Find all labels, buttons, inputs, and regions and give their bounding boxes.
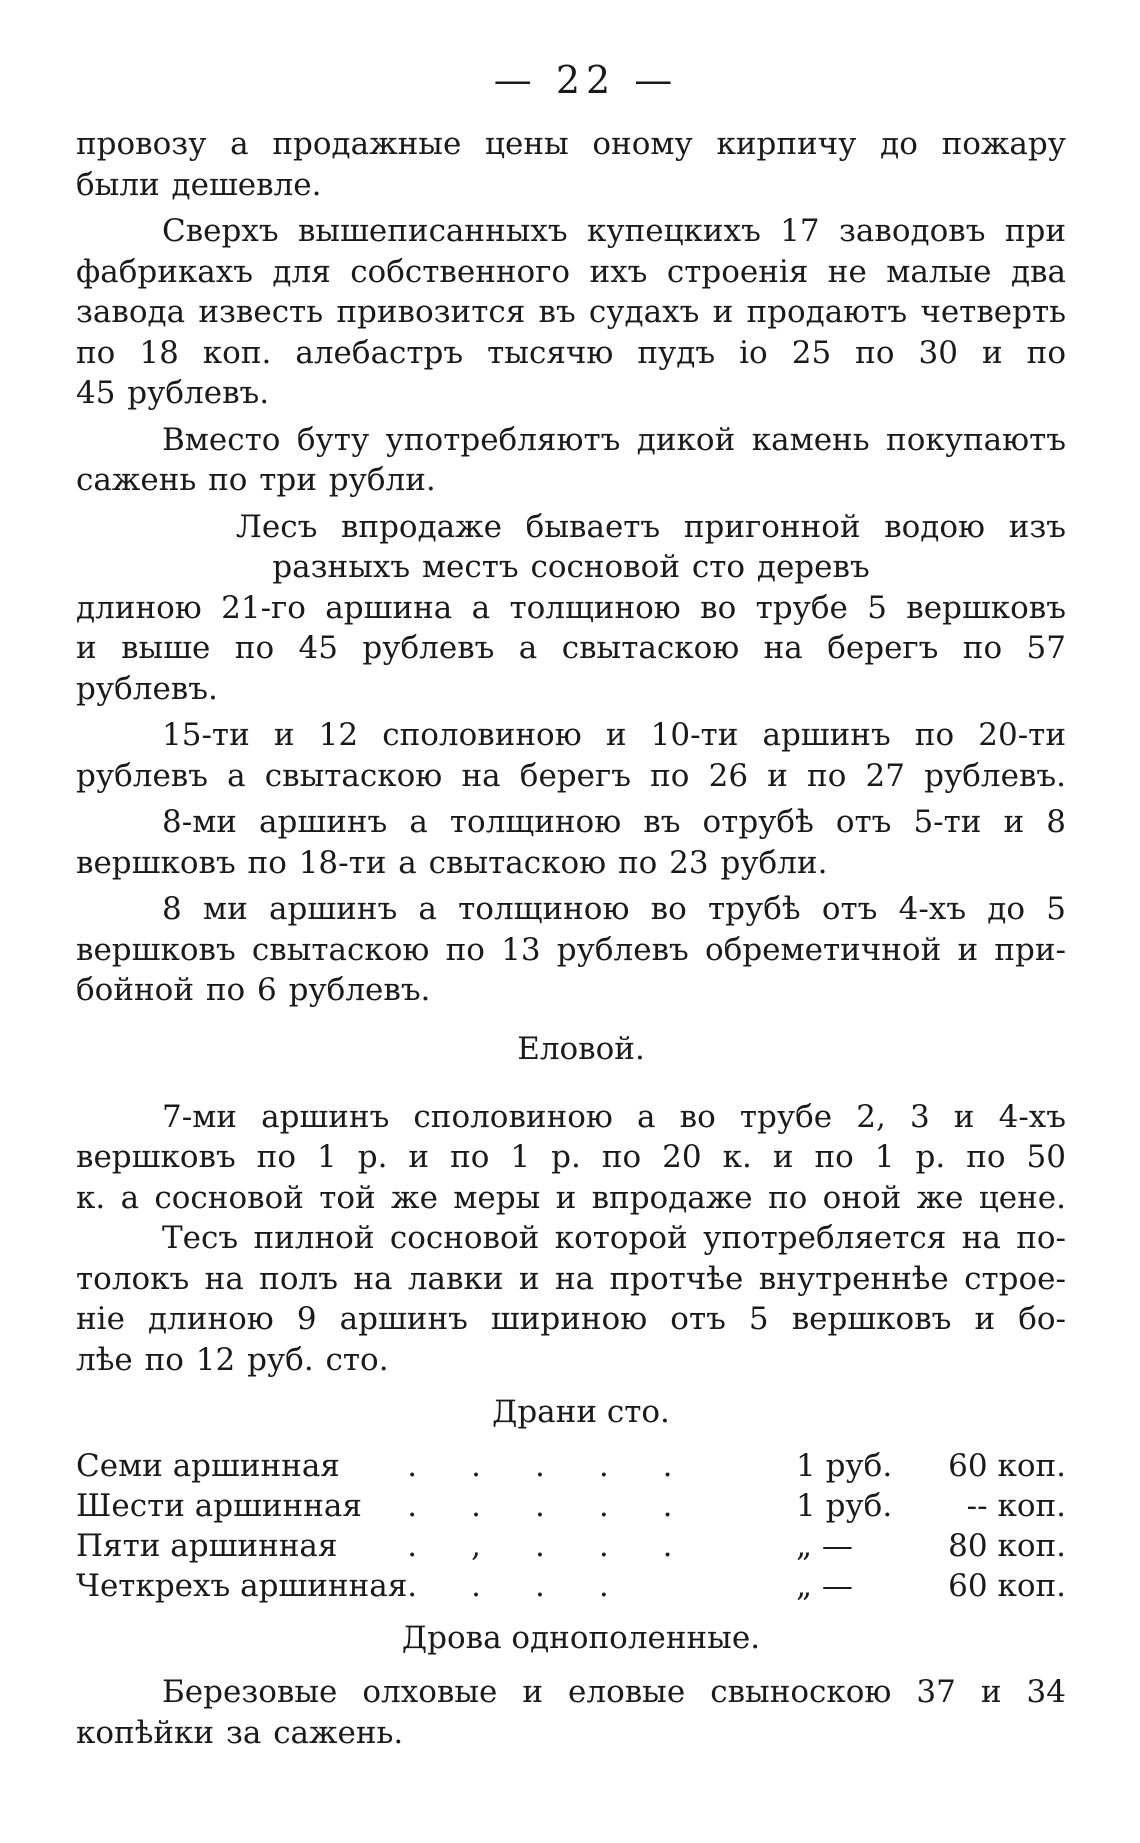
price-table bbox=[76, 1446, 1066, 1606]
price-kop: 60 коп. bbox=[948, 1568, 1066, 1604]
text-line: по 18 коп. алебастръ тысячю пудъ іо 25 по 30 и по bbox=[76, 334, 1066, 371]
price-item: Пяти аршинная bbox=[76, 1528, 338, 1564]
text-line: вершковъ по 18-ти а свытаскою по 23 рубли. bbox=[76, 844, 828, 881]
text-line: завода известь привозится въ судахъ и продаютъ четверть bbox=[76, 294, 1066, 330]
price-item: Шести аршинная bbox=[76, 1488, 362, 1524]
text-line: провозу а продажные цены оному кирпичу до пожару bbox=[76, 126, 1066, 162]
text-line: длиною 21-го аршина а толщиною во трубе 5 вершковъ bbox=[76, 589, 1066, 626]
paragraph-6 bbox=[76, 802, 1066, 883]
price-item: Четкрехъ аршинная bbox=[76, 1568, 408, 1604]
text-line: 8-ми аршинъ а толщиною въ отрубѣ отъ 5-ти и 8 bbox=[162, 804, 1066, 840]
paragraph-5 bbox=[76, 715, 1066, 796]
text-line: и выше по 45 рублевъ а свытаскою на берегъ по 57 bbox=[76, 630, 1066, 666]
price-rub: „ — bbox=[796, 1568, 853, 1604]
price-rub: 1 руб. bbox=[796, 1448, 893, 1484]
price-kop: 60 коп. bbox=[948, 1448, 1066, 1484]
text-line: разныхъ местъ сосновой сто деревъ bbox=[272, 549, 870, 585]
text-line: 7-ми аршинъ споловиною а во трубе 2, 3 и 4-хъ bbox=[162, 1098, 1066, 1135]
price-item: Семи аршинная bbox=[76, 1448, 340, 1484]
table-row bbox=[76, 1446, 1066, 1486]
text-line: 45 рублевъ. bbox=[76, 375, 270, 411]
text-line: фабрикахъ для собственного ихъ строенія не малые два bbox=[76, 253, 1066, 290]
paragraph-3 bbox=[76, 420, 1066, 501]
text-line: Лесъ впродаже бываетъ пригонной водою изъ bbox=[236, 508, 1066, 545]
text-line: 15-ти и 12 споловиною и 10-ти аршинъ по 20-ти bbox=[162, 717, 1066, 753]
leader-dots: .... bbox=[407, 1568, 663, 1604]
table-row bbox=[76, 1526, 1066, 1566]
price-rub: 1 руб. bbox=[796, 1488, 893, 1524]
page-number: — 22 — bbox=[493, 58, 679, 102]
paragraph-10 bbox=[76, 1672, 1066, 1753]
paragraph-9 bbox=[76, 1218, 1066, 1380]
text-line: были дешевле. bbox=[76, 166, 322, 203]
text-line: рублевъ а свытаскою на берегъ по 26 и по 27 рублевъ. bbox=[76, 757, 1066, 794]
text-line: вершковъ по 1 р. и по 1 р. по 20 к. и по 1 р. по 50 bbox=[76, 1139, 1066, 1175]
price-kop: 80 коп. bbox=[948, 1528, 1066, 1564]
section-heading-elovoy: Еловой. bbox=[517, 1030, 645, 1067]
leader-dots: .,... bbox=[407, 1528, 727, 1564]
section-heading-drova: Дрова однополенные. bbox=[401, 1620, 761, 1656]
paragraph-4 bbox=[76, 507, 1066, 710]
table-row bbox=[76, 1566, 1066, 1606]
paragraph-7 bbox=[76, 889, 1066, 1011]
leader-dots: ..... bbox=[407, 1488, 727, 1524]
text-line: 8 ми аршинъ а толщиною во трубѣ отъ 4-хъ до 5 bbox=[162, 891, 1066, 927]
paragraph-8 bbox=[76, 1097, 1066, 1219]
text-line: к. а сосновой той же меры и впродаже по оной же цене. bbox=[76, 1179, 1066, 1216]
table-row bbox=[76, 1486, 1066, 1526]
text-line: вершковъ свытаскою по 13 рублевъ обреметичной и при- bbox=[76, 931, 1066, 968]
paragraph-1 bbox=[76, 124, 1066, 205]
text-line: лѣе по 12 руб. сто. bbox=[76, 1341, 389, 1378]
price-kop: -- коп. bbox=[966, 1488, 1066, 1524]
paragraph-2 bbox=[76, 211, 1066, 414]
text-line: Вместо буту употребляютъ дикой камень покупаютъ bbox=[162, 421, 1066, 458]
text-line: Тесъ пилной сосновой которой употребляется на по- bbox=[162, 1220, 1066, 1256]
text-line: копѣйки за сажень. bbox=[76, 1714, 404, 1751]
section-heading-drani: Драни сто. bbox=[492, 1394, 670, 1430]
document-page bbox=[76, 58, 1066, 1753]
text-line: бойной по 6 рублевъ. bbox=[76, 972, 431, 1008]
text-line: толокъ на полъ на лавки и на протчѣе внутреннѣе строе- bbox=[76, 1260, 1066, 1297]
leader-dots: ..... bbox=[407, 1448, 727, 1484]
price-rub: „ — bbox=[796, 1528, 853, 1564]
text-line: ніе длиною 9 аршинъ шириною отъ 5 вершковъ и бо- bbox=[76, 1301, 1066, 1337]
text-line: сажень по три рубли. bbox=[76, 462, 436, 498]
text-line: Сверхъ вышеписанныхъ купецкихъ 17 заводовъ при bbox=[162, 213, 1066, 249]
text-line: рублевъ. bbox=[76, 670, 218, 707]
text-line: Березовые олховые и еловые свыноскою 37 и 34 bbox=[162, 1674, 1066, 1710]
